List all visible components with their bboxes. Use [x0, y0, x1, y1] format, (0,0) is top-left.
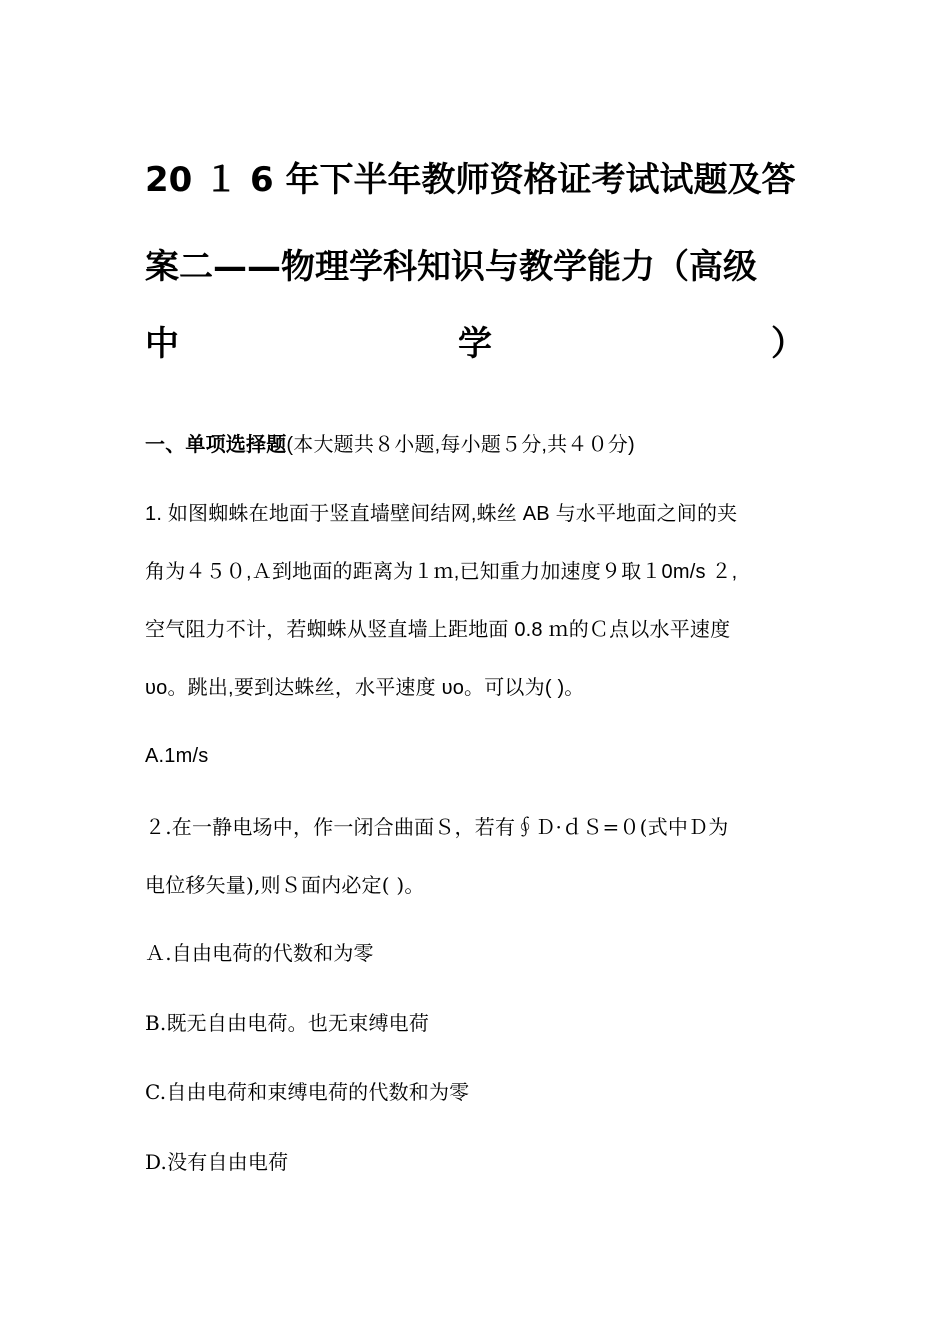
section-heading-detail: (本大题共８小题,每小题５分,共４０分): [286, 434, 635, 456]
document-title-line-1: 20 １ 6 年下半年教师资格证考试试题及答: [145, 160, 796, 200]
q1-line-2: 角为４５０,Ａ到地面的距离为１ｍ,已知重力加速度９取１0m/s ２,: [145, 561, 738, 583]
q2-option-b: B.既无自由电荷。也无束缚电荷: [145, 1011, 430, 1035]
q1-option-a: A.1m/s: [145, 745, 209, 767]
section-heading-bold: 一、单项选择题: [145, 432, 287, 456]
q1-line-4: υo。跳出,要到达蛛丝，水平速度 υo。可以为( )。: [145, 677, 585, 699]
title-close-paren: ）: [771, 324, 805, 364]
q2-line-2: 电位移矢量),则Ｓ面内必定( )。: [145, 873, 425, 897]
q2-option-c: C.自由电荷和束缚电荷的代数和为零: [145, 1080, 470, 1104]
title-char-zhong: 中: [145, 324, 179, 364]
document-title-line-2: 案二——物理学科知识与教学能力（高级: [145, 247, 757, 287]
q2-line-1: ２.在一静电场中，作一闭合曲面Ｓ，若有∮Ｄ·ｄＳ=０(式中Ｄ为: [145, 815, 729, 839]
q2-option-a: Ａ.自由电荷的代数和为零: [145, 941, 374, 965]
q1-line-1: 1. 如图蜘蛛在地面于竖直墙壁间结网,蛛丝 AB 与水平地面之间的夹: [145, 503, 738, 525]
section-heading: [145, 430, 805, 459]
title-char-xue: 学: [458, 324, 492, 364]
q1-line-3: 空气阻力不计，若蜘蛛从竖直墙上距地面 0.8 ｍ的Ｃ点以水平速度: [145, 619, 731, 641]
q2-option-d: D.没有自由电荷: [145, 1150, 289, 1174]
document-title-line-3: [145, 320, 805, 368]
